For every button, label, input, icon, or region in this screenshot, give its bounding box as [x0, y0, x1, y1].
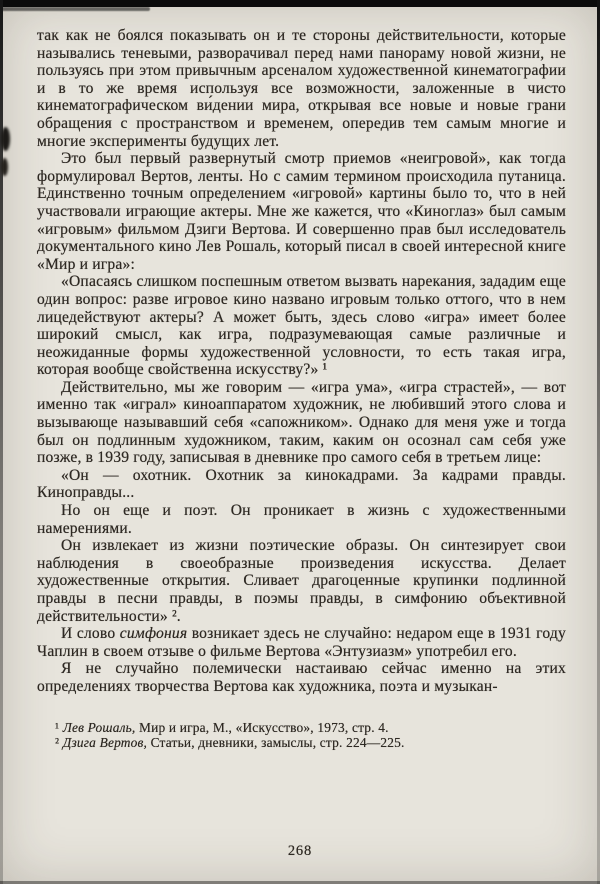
- scan-smudge: [1, 158, 8, 176]
- footnote-marker: ¹: [55, 719, 63, 735]
- scan-edge-top-shadow: [0, 7, 150, 11]
- paragraph: [37, 625, 566, 660]
- emphasized-word: симфония: [119, 625, 188, 643]
- footnote-text: Мир и игра, М., «Искусство», 1973, стр. 4.: [135, 719, 389, 735]
- scan-smudge: [1, 127, 10, 151]
- page-number: 268: [287, 843, 313, 859]
- footnote: [37, 720, 566, 736]
- paragraph-text: возникает здесь не случайно: недаром еще в 1931 году Чаплин в своем отзыве о фильме Вертова «Энтузиазм» употребил его.: [37, 625, 567, 660]
- scan-edge-top: [0, 0, 600, 7]
- footnotes: [37, 720, 566, 752]
- footnote-text: Статьи, дневники, замыслы, стр. 224—225.: [147, 735, 405, 751]
- footnote: [37, 735, 566, 751]
- paragraph: так как не боялся показывать он и те стороны действительности, которые назывались теневыми, разворачивал перед нами панораму новой жизни, не пользуясь при этом привычным арсеналом художественной кинематографии и в то же время используя все возможности, заложенные в чисто кинематографическом ви́дении мира, открывая все новые и новые грани обращения с пространством и временем, опередив тем самым многие и многие эксперименты будущих лет.: [37, 27, 566, 150]
- footnote-author: Дзига Вертов,: [62, 735, 148, 751]
- paragraph: Я не случайно полемически настаиваю сейчас именно на этих определениях творчества Вертова как художника, поэта и музыкан-: [37, 660, 566, 695]
- paragraph-quote: Он извлекает из жизни поэтические образы. Он синтезирует свои наблюдения в своеобразные произведения искусства. Делает художественные открытия. Сливает драгоценные крупинки подлинной правды в песни правды, в поэмы правды, в симфонию объективной действительности» ².: [37, 537, 566, 625]
- footnote-author: Лев Рошаль,: [62, 719, 136, 735]
- paragraph: Это был первый развернутый смотр приемов «неигровой», как тогда формулировал Вертов, ленты. Но с самим термином происходила путаница. Единственно точным определением «игровой» картины было то, что в ней участвовали играющие актеры. Мне же кажется, что «Киноглаз» был самым «игровым» фильмом Дзиги Вертова. И совершенно прав был исследователь документального кино Лев Рошаль, который писал в своей интересной книге «Мир и игра»:: [37, 150, 566, 273]
- paragraph-text: И слово: [61, 625, 120, 643]
- paragraph-quote: «Он — охотник. Охотник за кинокадрами. За кадрами правды. Киноправды...: [37, 466, 566, 502]
- footnote-marker: ²: [55, 735, 63, 751]
- page-body: [37, 27, 566, 751]
- paragraph: Действительно, мы же говорим — «игра ума», «игра страстей», — вот именно так «играл» киноаппаратом художник, не любивший этого слова и вызывающе называвший себя «сапожником». Однако для меня уже и тогда был он подлинным художником, таким, каким он осознал сам себя уже позже, в 1939 году, записывая в дневнике про самого себя в третьем лице:: [37, 378, 566, 467]
- paragraph-quote: Но он еще и поэт. Он проникает в жизнь с художественными намерениями.: [37, 502, 566, 537]
- paragraph-quote: «Опасаясь слишком поспешным ответом вызвать нарекания, зададим еще один вопрос: разве игровое кино названо игровым только оттого, что в нем лицедействуют актеры? А может быть, здесь слово «игра» имеет более широкий смысл, как игра, подразумевающая самые различные и неожиданные формы художественной условности, то есть такая игра, которая вообще свойственна искусству?» ¹: [37, 273, 566, 379]
